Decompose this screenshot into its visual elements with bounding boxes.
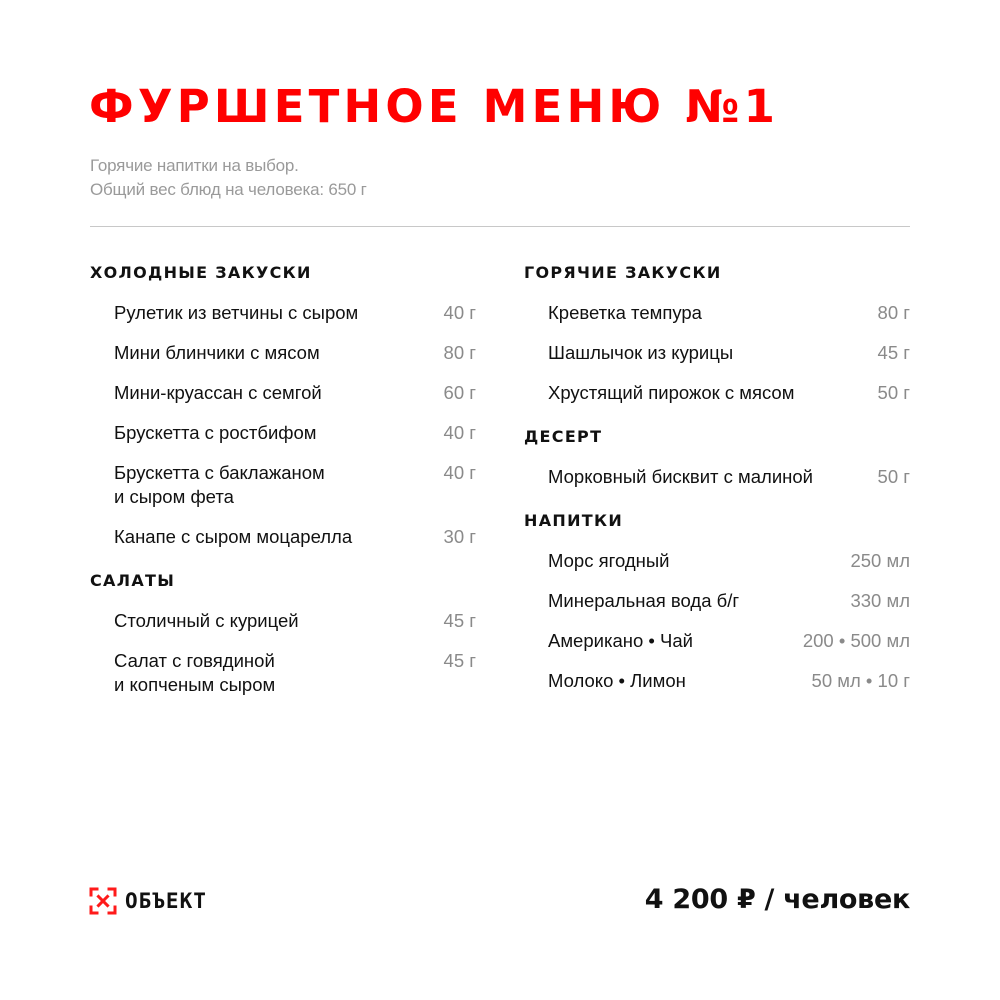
- menu-item-weight: 80 г: [877, 302, 910, 323]
- menu-item-name: Мини блинчики с мясом: [114, 342, 320, 363]
- menu-item-weight: 40 г: [443, 422, 476, 443]
- subtitle-weight-note: Общий вес блюд на человека: 650 г: [90, 180, 367, 199]
- menu-item: [524, 465, 910, 489]
- menu-item-name: Столичный с курицей: [114, 610, 299, 631]
- section-title: САЛАТЫ: [90, 571, 176, 590]
- section-drinks: [524, 509, 910, 693]
- bracket-x-icon: [89, 887, 117, 915]
- menu-item-name: Морс ягодный: [548, 550, 670, 571]
- section-dessert: [524, 425, 910, 489]
- menu-item-name: Американо • Чай: [548, 630, 693, 651]
- menu-item-weight: 60 г: [443, 382, 476, 403]
- menu-item-weight: 330 мл: [850, 590, 910, 611]
- menu-item-name: Рулетик из ветчины с сыром: [114, 302, 359, 323]
- menu-item-weight: 45 г: [443, 610, 476, 631]
- menu-item: [524, 381, 910, 405]
- menu-item-name: Мини-круассан с семгой: [114, 382, 322, 403]
- menu-item-weight: 45 г: [877, 342, 910, 363]
- page-title: ФУРШЕТНОЕ МЕНЮ №1: [89, 80, 780, 133]
- menu-item: [524, 549, 910, 573]
- menu-item: [90, 341, 476, 365]
- section-title: ДЕСЕРТ: [524, 427, 603, 446]
- menu-item-weight: 50 мл • 10 г: [811, 670, 910, 691]
- menu-item-name: Брускетта с баклажаном и сыром фета: [114, 462, 325, 507]
- section-title: ГОРЯЧИЕ ЗАКУСКИ: [524, 263, 722, 282]
- menu-item-weight: 30 г: [443, 526, 476, 547]
- menu-item-weight: 80 г: [443, 342, 476, 363]
- menu-description: [90, 154, 367, 202]
- price-per-person: 4 200 ₽ / человек: [644, 884, 910, 915]
- menu-item-weight: 200 • 500 мл: [802, 630, 910, 651]
- menu-item: [90, 461, 476, 509]
- menu-item: [524, 301, 910, 325]
- menu-item: [90, 421, 476, 445]
- menu-item-name: Шашлычок из курицы: [548, 342, 734, 363]
- section-cold-snacks: [90, 261, 476, 549]
- section-title: ХОЛОДНЫЕ ЗАКУСКИ: [90, 263, 312, 282]
- menu-item: [90, 649, 476, 697]
- menu-column-right: [524, 261, 910, 713]
- menu-item-name: Креветка темпура: [548, 302, 702, 323]
- menu-item-name: Морковный бисквит с малиной: [548, 466, 814, 487]
- section-salads: [90, 569, 476, 697]
- menu-item: [524, 589, 910, 613]
- menu-item-weight: 250 мл: [850, 550, 910, 571]
- menu-item: [90, 381, 476, 405]
- section-title: НАПИТКИ: [524, 511, 624, 530]
- menu-item-weight: 50 г: [877, 466, 910, 487]
- section-hot-snacks: [524, 261, 910, 405]
- menu-item-weight: 40 г: [443, 462, 476, 483]
- menu-item-name: Брускетта с ростбифом: [114, 422, 317, 443]
- menu-item-weight: 40 г: [443, 302, 476, 323]
- menu-item-weight: 45 г: [443, 650, 476, 671]
- menu-item-name: Канапе с сыром моцарелла: [114, 526, 353, 547]
- menu-item-name: Минеральная вода б/г: [548, 590, 740, 611]
- header-divider: [90, 226, 910, 227]
- menu-item-name: Молоко • Лимон: [548, 670, 686, 691]
- menu-item: [524, 629, 910, 653]
- menu-item: [90, 609, 476, 633]
- menu-item: [524, 669, 910, 693]
- brand-name: ОБЪЕКТ: [125, 889, 207, 913]
- menu-column-left: [90, 261, 476, 717]
- menu-item-name: Салат с говядиной и копченым сыром: [114, 650, 276, 695]
- menu-item: [90, 301, 476, 325]
- menu-item: [90, 525, 476, 549]
- menu-item: [524, 341, 910, 365]
- menu-item-name: Хрустящий пирожок с мясом: [548, 382, 795, 403]
- menu-item-weight: 50 г: [877, 382, 910, 403]
- subtitle-drinks-note: Горячие напитки на выбор.: [90, 156, 299, 175]
- brand-logo: [89, 885, 207, 917]
